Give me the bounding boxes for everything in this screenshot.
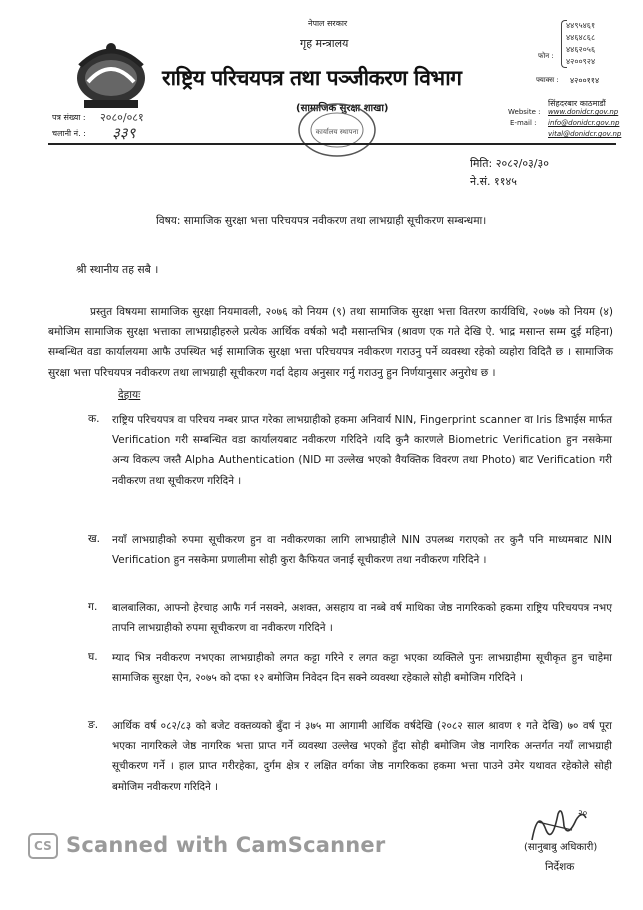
chalani-value: ३३९ xyxy=(112,124,136,142)
list-item: राष्ट्रिय परिचयपत्र वा परिचय नम्बर प्राप्त गरेका लाभग्राहीको हकमा अनिवार्य NIN, Fingerprint scanner वा Iris डिभाईस मार्फत Verification गरी सम्बन्धित वडा कार्यालयबाट नवीकरण गरिदिने ।यदि कुनै कारणले Biometric Verification हुन नसकेमा अन्य विकल्प जस्तै Alpha Authentication (NID मा उल्लेख भएको वैयक्तिक विवरण तथा Photo) बाट Verification गरी नवीकरण तथा सूचीकरण गरिदिने । xyxy=(112,414,612,487)
website-link[interactable]: www.donidcr.gov.np xyxy=(548,108,619,116)
phone-number: ४२००९२४ xyxy=(566,57,596,66)
letter-subject: विषय: सामाजिक सुरक्षा भत्ता परिचयपत्र नवीकरण तथा लाभग्राही सूचीकरण सम्बन्धमा। xyxy=(156,215,487,227)
list-item: बालबालिका, आफ्नो हेरचाह आफै गर्न नसक्ने, अशक्त, असहाय वा नब्बे वर्ष माथिका जेष्ठ नागरिकको हकमा राष्ट्रिय परिचयपत्र नभए तापनि लाभग्राहीको रुपमा सूचीकरण वा नवीकरण गरिदिने । xyxy=(112,602,612,635)
patra-value: २०८०/०८१ xyxy=(100,111,144,124)
item-mark: ङ. xyxy=(88,719,99,731)
ministry-name: गृह मन्त्रालय xyxy=(300,37,349,50)
office-stamp xyxy=(296,100,378,158)
list-item: नयाँ लाभग्राहीको रुपमा सूचीकरण हुन वा नवीकरणका लागि लाभग्राहीले NIN उपलब्ध गराएको तर कुनै पनि माध्यमबाट NIN Verification हुन नसकेमा प्रणालीमा सोही कुरा कैफियत जनाई सूचीकरण तथा नवीकरण गरिदिने । xyxy=(112,534,612,567)
date-miti: मिति: २०८२/०३/३० xyxy=(470,157,549,170)
fax-number: ४२००११४ xyxy=(570,76,600,85)
email-label: E-mail : xyxy=(510,119,537,127)
chalani-label: चलानी नं. : xyxy=(52,129,86,138)
item-mark: ख. xyxy=(88,533,101,545)
camscanner-watermark xyxy=(28,833,385,859)
header-divider xyxy=(48,143,616,145)
list-item: म्याद भित्र नवीकरण नभएका लाभग्राहीको लगत कट्टा गरिने र लगत कट्टा भएका व्यक्तिले पुनः लाभग्राहीमा सूचीकृत हुन चाहेमा सामाजिक सुरक्षा ऐन, २०७५ को दफा १२ बमोजिम निवेदन दिन सक्ने व्यवस्था रहेकाले सोही बमोजिम गरिदिने । xyxy=(112,652,612,685)
email-link[interactable]: info@donidcr.gov.np xyxy=(548,119,620,127)
phone-number: ४४६२०५६ xyxy=(566,45,596,54)
letter-addressee: श्री स्थानीय तह सबै । xyxy=(76,263,159,276)
item-mark: क. xyxy=(88,413,100,425)
phone-number: ४४६४८६८ xyxy=(566,33,596,42)
date-nesam: ने.सं. ११४५ xyxy=(470,175,517,188)
signer-title: निर्देशक xyxy=(545,861,575,873)
patra-label: पत्र संख्या : xyxy=(52,113,86,122)
phone-list xyxy=(566,20,595,68)
fax-label: फ्याक्स : xyxy=(536,76,559,84)
address: सिंहदरबार काठमाडौं xyxy=(548,99,606,108)
branch-name: (सामाजिक सुरक्षा शाखा) xyxy=(296,103,389,114)
item-mark: ग. xyxy=(88,601,98,613)
phone-label: फोन : xyxy=(538,52,554,60)
nepal-emblem-logo xyxy=(66,36,156,116)
website-label: Website : xyxy=(508,108,541,116)
phone-number: ४४९५४६१ xyxy=(566,21,596,30)
item-mark: घ. xyxy=(88,651,98,663)
signature-scribble: २० xyxy=(578,809,588,819)
phone-brace xyxy=(561,20,567,68)
list-item: आर्थिक वर्ष ०८२/८३ को बजेट वक्तव्यको बुँदा नं ३७५ मा आगामी आर्थिक वर्षदेखि (२०८२ साल श्रावण १ गते देखि) ७० वर्ष पूरा भएका नागरिकले जेष्ठ नागरिक भत्ता प्राप्त गर्ने व्यवस्था उल्लेख भएको हुँदा सोही बमोजिम जेष्ठ नागरिक अन्तर्गत नयाँ लाभग्राही सूचीकरण गर्ने । हाल प्राप्त गरीरहेका, दुर्गम क्षेत्र र लक्षित वर्गका जेष्ठ नागरिकका हकमा भत्ता पाउने उमेर यथावत रहेकोले सोही बमोजिम नवीकरण गरिदिने । xyxy=(112,720,612,793)
gov-name: नेपाल सरकार xyxy=(308,19,348,28)
letter-body: प्रस्तुत विषयमा सामाजिक सुरक्षा नियमावली, २०७६ को नियम (९) तथा सामाजिक सुरक्षा भत्ता वितरण कार्यविधि, २०७७ को नियम (४) बमोजिम सामाजिक सुरक्षा भत्ताका लाभग्राहीहरुले प्रत्येक आर्थिक वर्षको भदौ मसान्तभित्र (श्रावण एक गते देखि ऐ. भाद्र मसान्त सम्म दुई महिना) सम्बन्धित वडा कार्यालयमा आफै उपस्थित भई सामाजिक सुरक्षा भत्ता परिचयपत्र नवीकरण गराउनु पर्ने व्यवस्था रहेको व्यहोरा विदितै छ । सामाजिक सुरक्षा भत्ता परिचयपत्र नवीकरण तथा लाभग्राही सूचीकरण गर्दा देहाय अनुसार गर्नु गराउनु हुन निर्णयानुसार अनुरोध छ । xyxy=(48,306,613,379)
watermark-text: Scanned with CamScanner xyxy=(66,833,386,857)
stamp-text: कार्यालय स्थापना xyxy=(315,128,359,136)
dehay-heading: देहायः xyxy=(118,389,141,401)
department-title: राष्ट्रिय परिचयपत्र तथा पञ्जीकरण विभाग xyxy=(162,66,462,90)
email-link-2[interactable]: vital@donidcr.gov.np xyxy=(548,130,622,138)
camscanner-logo-icon: CS xyxy=(28,833,58,859)
signer-name: (सानुबाबु अधिकारी) xyxy=(524,842,598,853)
